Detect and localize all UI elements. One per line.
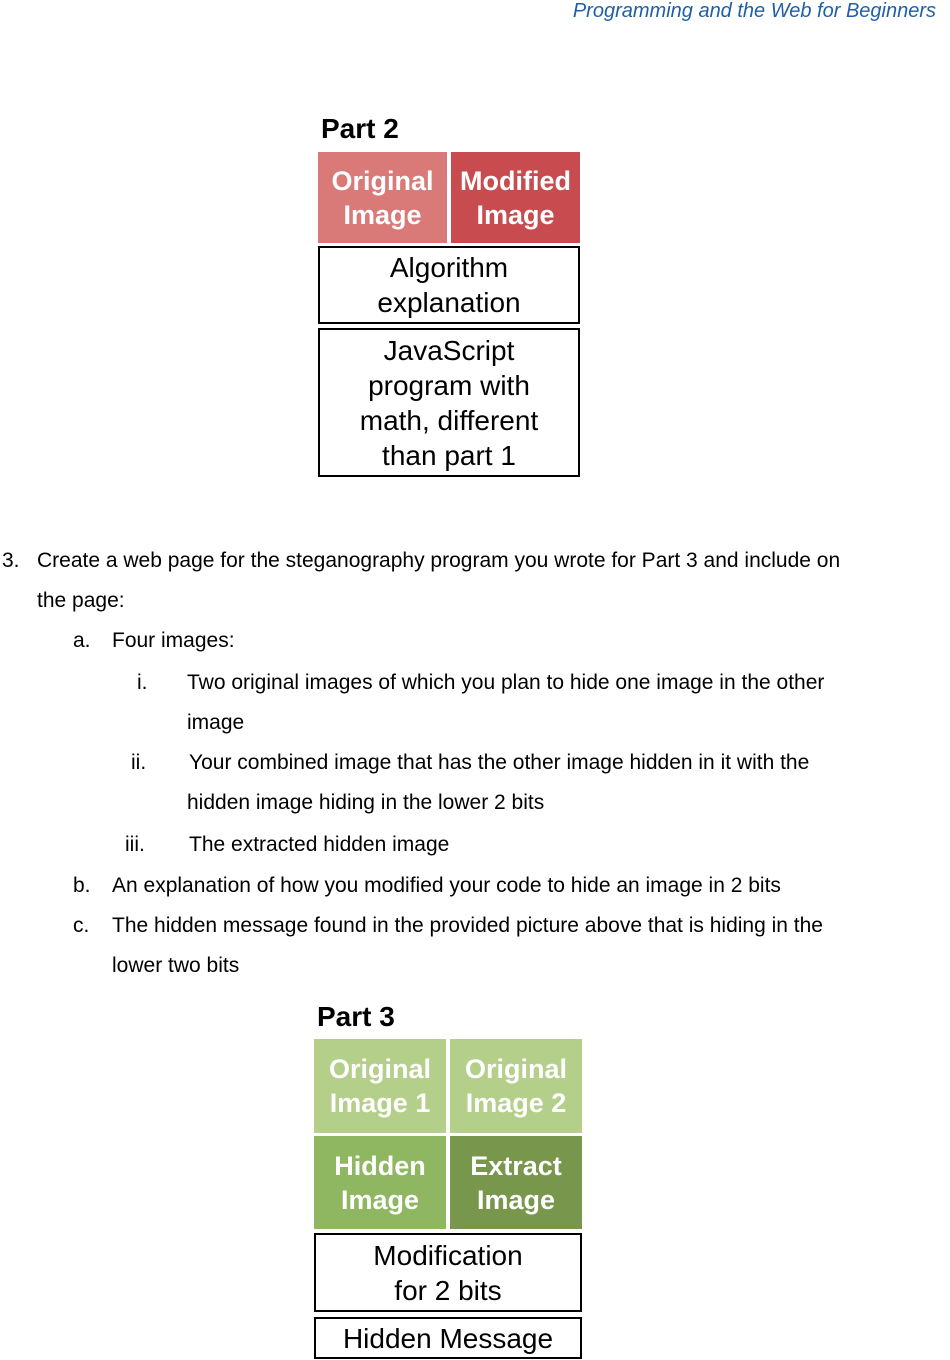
list-item-ii-line2: hidden image hiding in the lower 2 bits [187, 791, 545, 814]
part3-modification-box: Modification for 2 bits [314, 1233, 582, 1312]
list-item-3-line2: the page: [37, 589, 125, 612]
list-item-c-line2: lower two bits [112, 954, 240, 977]
part2-algorithm-box: Algorithm explanation [318, 246, 580, 324]
list-marker-b: b. [73, 874, 91, 897]
list-item-b: An explanation of how you modified your code to hide an image in 2 bits [112, 874, 781, 897]
list-marker-ii: ii. [131, 751, 147, 774]
list-marker-c: c. [73, 914, 90, 937]
list-item-ii-line1: Your combined image that has the other image hidden in it with the [189, 751, 810, 774]
part3-extract-image-box: Extract Image [450, 1136, 582, 1229]
part3-original-image-1-box: Original Image 1 [314, 1039, 446, 1133]
list-marker-a: a. [73, 629, 91, 652]
list-number-3: 3. [2, 549, 20, 572]
list-marker-iii: iii. [125, 833, 145, 856]
list-item-i-line2: image [187, 711, 245, 734]
part2-title: Part 2 [321, 113, 399, 144]
part2-modified-image-box: Modified Image [451, 152, 580, 243]
part3-original-image-2-box: Original Image 2 [450, 1039, 582, 1133]
part3-hidden-image-box: Hidden Image [314, 1136, 446, 1229]
list-item-c-line1: The hidden message found in the provided picture above that is hiding in the [112, 914, 823, 937]
list-item-iii: The extracted hidden image [189, 833, 450, 856]
list-item-3-line1: Create a web page for the steganography program you wrote for Part 3 and include on [37, 549, 841, 572]
list-marker-i: i. [137, 671, 148, 694]
part3-hidden-message-box: Hidden Message [314, 1317, 582, 1359]
part2-javascript-box: JavaScript program with math, different than part 1 [318, 328, 580, 477]
part2-original-image-box: Original Image [318, 152, 447, 243]
list-item-a: Four images: [112, 629, 235, 652]
page-header: Programming and the Web for Beginners [572, 0, 936, 22]
list-item-i-line1: Two original images of which you plan to hide one image in the other [187, 671, 825, 694]
part3-title: Part 3 [317, 1001, 395, 1032]
